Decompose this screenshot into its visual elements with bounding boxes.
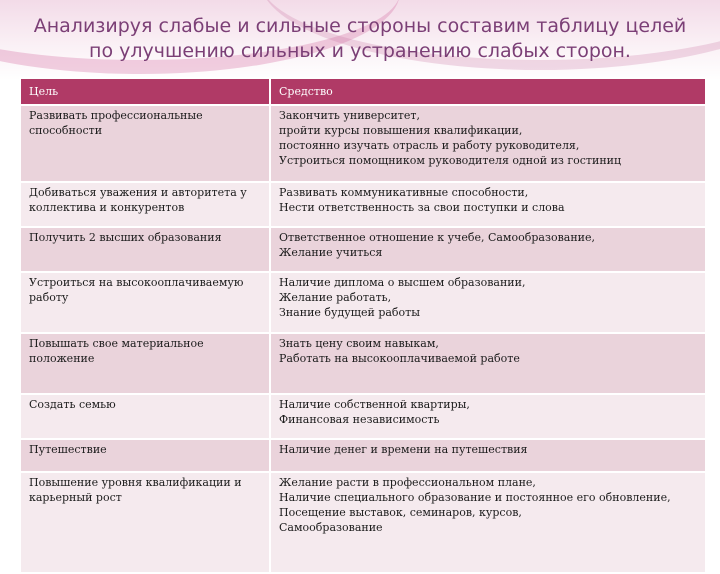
- goal-cell: [20, 333, 270, 394]
- table-row: [20, 333, 706, 394]
- cell-line: Наличие собственной квартиры,: [279, 398, 470, 411]
- cell-line: Желание учиться: [279, 246, 383, 259]
- cell-line: Наличие диплома о высшем образовании,: [279, 276, 526, 289]
- cell-line: пройти курсы повышения квалификации,: [279, 124, 523, 137]
- cell-line: Желание работать,: [279, 291, 392, 304]
- table-row: [20, 394, 706, 439]
- means-cell: [270, 105, 706, 182]
- table-row: [20, 272, 706, 333]
- cell-line: Путешествие: [29, 443, 107, 456]
- table-row: [20, 472, 706, 573]
- goal-cell: [20, 105, 270, 182]
- cell-line: Посещение выставок, семинаров, курсов,: [279, 506, 522, 519]
- goals-table: [19, 77, 707, 574]
- cell-line: карьерный рост: [29, 491, 122, 504]
- cell-line: Получить 2 высших образования: [29, 231, 222, 244]
- cell-line: Нести ответственность за свои поступки и слова: [279, 201, 565, 214]
- cell-line: Повышение уровня квалификации и: [29, 476, 242, 489]
- cell-line: Развивать коммуникативные способности,: [279, 186, 529, 199]
- slide-title: [20, 14, 700, 64]
- cell-line: работу: [29, 291, 69, 304]
- means-cell: [270, 472, 706, 573]
- table-row: [20, 439, 706, 472]
- cell-line: Ответственное отношение к учебе, Самообразование,: [279, 231, 595, 244]
- cell-line: коллектива и конкурентов: [29, 201, 185, 214]
- cell-line: постоянно изучать отрасль и работу руководителя,: [279, 139, 580, 152]
- cell-line: способности: [29, 124, 103, 137]
- goal-cell: [20, 439, 270, 472]
- cell-line: Добиваться уважения и авторитета у: [29, 186, 247, 199]
- cell-line: Самообразование: [279, 521, 383, 534]
- means-cell: [270, 394, 706, 439]
- goal-cell: [20, 182, 270, 227]
- means-cell: [270, 333, 706, 394]
- table-row: [20, 227, 706, 272]
- means-cell: [270, 227, 706, 272]
- cell-line: Знать цену своим навыкам,: [279, 337, 439, 350]
- cell-line: Повышать свое материальное: [29, 337, 204, 350]
- goal-cell: [20, 472, 270, 573]
- cell-line: Наличие специального образование и постоянное его обновление,: [279, 491, 671, 504]
- column-header-means: Средство: [270, 78, 706, 105]
- title-line-2: по улучшению сильных и устранению слабых сторон.: [89, 40, 631, 62]
- header-row: [20, 78, 706, 105]
- means-cell: [270, 439, 706, 472]
- means-cell: [270, 182, 706, 227]
- cell-line: Закончить университет,: [279, 109, 420, 122]
- cell-line: Развивать профессиональные: [29, 109, 203, 122]
- table-row: [20, 105, 706, 182]
- title-line-1: Анализируя слабые и сильные стороны составим таблицу целей: [33, 15, 687, 37]
- cell-line: Желание расти в профессиональном плане,: [279, 476, 536, 489]
- cell-line: Работать на высокооплачиваемой работе: [279, 352, 520, 365]
- table-row: [20, 182, 706, 227]
- cell-line: Устроиться на высокооплачиваемую: [29, 276, 244, 289]
- cell-line: Знание будущей работы: [279, 306, 421, 319]
- goal-cell: [20, 272, 270, 333]
- goal-cell: [20, 227, 270, 272]
- column-header-goal: Цель: [20, 78, 270, 105]
- cell-line: Финансовая независимость: [279, 413, 440, 426]
- cell-line: Наличие денег и времени на путешествия: [279, 443, 528, 456]
- cell-line: положение: [29, 352, 95, 365]
- cell-line: Устроиться помощником руководителя одной из гостиниц: [279, 154, 622, 167]
- goal-cell: [20, 394, 270, 439]
- cell-line: Создать семью: [29, 398, 116, 411]
- means-cell: [270, 272, 706, 333]
